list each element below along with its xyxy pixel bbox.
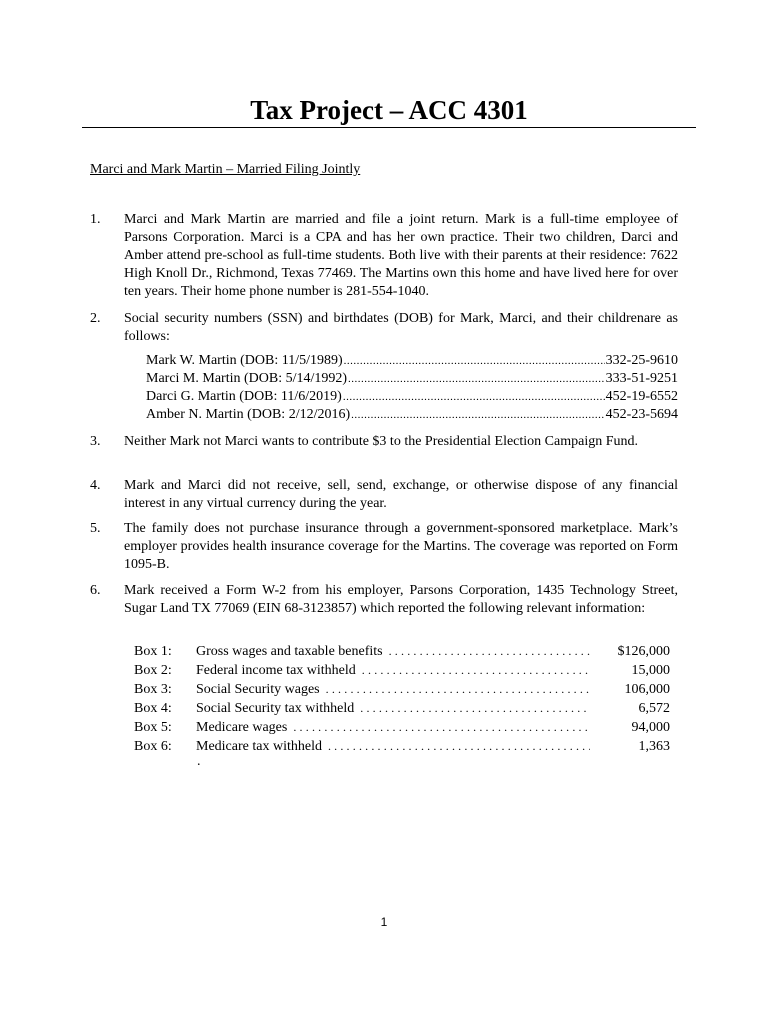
w2-box-description: Social Security wages	[196, 682, 320, 697]
list-item-text: Mark and Marci did not receive, sell, send, exchange, or otherwise dispose of any financial interest in any virtual currency during the year.	[124, 478, 678, 511]
dot-leader	[320, 680, 590, 698]
member-name-dob: Mark W. Martin (DOB: 11/5/1989)	[146, 353, 343, 368]
dot-leader	[348, 370, 605, 388]
w2-box-row	[134, 718, 670, 737]
w2-box-amount: 1,363	[638, 739, 670, 754]
list-item-text: Mark received a Form W-2 from his employer, Parsons Corporation, 1435 Technology Street, Sugar Land TX 77069 (EIN 68-3123857) which reported the following relevant information:	[124, 583, 678, 616]
member-name-dob: Darci G. Martin (DOB: 11/6/2019)	[146, 389, 342, 404]
dot-leader	[351, 406, 605, 424]
member-ssn: 333-51-9251	[605, 371, 678, 386]
w2-box-description: Gross wages and taxable benefits	[196, 644, 383, 659]
w2-box-description: Social Security tax withheld	[196, 701, 355, 716]
w2-box-label: Box 3:	[134, 682, 172, 697]
dot-leader	[343, 388, 605, 406]
w2-box-row	[134, 699, 670, 718]
w2-box-amount: 94,000	[631, 720, 670, 735]
list-item-number: 5.	[90, 521, 101, 536]
list-item-number: 2.	[90, 311, 101, 326]
family-member-row	[146, 406, 678, 424]
w2-box-description: Medicare tax withheld	[196, 739, 322, 754]
member-ssn: 332-25-9610	[605, 353, 678, 368]
list-item-number: 3.	[90, 434, 101, 449]
list-item-number: 4.	[90, 478, 101, 493]
w2-box-label: Box 6:	[134, 739, 172, 754]
family-member-row	[146, 370, 678, 388]
w2-box-amount: $126,000	[617, 644, 670, 659]
member-name-dob: Marci M. Martin (DOB: 5/14/1992)	[146, 371, 348, 386]
page-number: 1	[380, 915, 388, 929]
w2-box-row	[134, 661, 670, 680]
dot-leader	[356, 661, 590, 679]
list-item-6	[90, 582, 678, 618]
page-title: Tax Project – ACC 4301	[250, 95, 528, 125]
list-item-3	[90, 433, 678, 451]
list-item-number: 6.	[90, 583, 101, 598]
w2-box-label: Box 4:	[134, 701, 172, 716]
w2-box-description: Medicare wages	[196, 720, 288, 735]
section-subtitle: Marci and Mark Martin – Married Filing Jointly	[90, 162, 361, 177]
w2-box-row	[134, 680, 670, 699]
w2-box-label: Box 5:	[134, 720, 172, 735]
dot-leader	[354, 699, 590, 717]
w2-box-amount: 15,000	[631, 663, 670, 678]
w2-box-row	[134, 737, 670, 756]
member-ssn: 452-23-5694	[605, 407, 678, 422]
member-name-dob: Amber N. Martin (DOB: 2/12/2016)	[146, 407, 351, 422]
list-item-text: Marci and Mark Martin are married and file a joint return. Mark is a full-time employee of Parsons Corporation. Marci is a CPA and has her own practice. Their two children, Darci and Amber attend pre-school as full-time students. Both live with their parents at their residence: 7622 High Knoll Dr., Richmond, Texas 77469. The Martins own this home and have lived here for over ten years. Their home phone number is 281-554-1040.	[124, 212, 678, 299]
dot-leader	[322, 737, 590, 755]
family-member-row	[146, 352, 678, 370]
list-item-5	[90, 520, 678, 574]
dot-leader	[344, 352, 605, 370]
w2-box-description: Federal income tax withheld	[196, 663, 356, 678]
dot-leader	[383, 642, 590, 660]
family-ssn-list	[146, 352, 678, 424]
list-item-1	[90, 211, 678, 301]
family-member-row	[146, 388, 678, 406]
title-underline-rule	[82, 127, 696, 128]
list-item-2	[90, 310, 678, 346]
w2-box-amount: 106,000	[624, 682, 670, 697]
list-item-4	[90, 477, 678, 513]
w2-box-row	[134, 642, 670, 661]
list-item-number: 1.	[90, 212, 101, 227]
stray-period-mark: .	[197, 754, 201, 769]
w2-box-label: Box 1:	[134, 644, 172, 659]
w2-box-amount: 6,572	[638, 701, 670, 716]
dot-leader	[287, 718, 590, 736]
member-ssn: 452-19-6552	[605, 389, 678, 404]
list-item-text: Neither Mark not Marci wants to contribute $3 to the Presidential Election Campaign Fund.	[124, 434, 639, 449]
w2-box-label: Box 2:	[134, 663, 172, 678]
w2-box-list	[134, 642, 670, 756]
list-item-text: The family does not purchase insurance through a government-sponsored marketplace. Mark’s employer provides health insurance coverage for the Martins. The coverage was reported on Form 1095-B.	[124, 521, 678, 572]
list-item-text: Social security numbers (SSN) and birthdates (DOB) for Mark, Marci, and their childrenare as follows:	[124, 311, 678, 344]
